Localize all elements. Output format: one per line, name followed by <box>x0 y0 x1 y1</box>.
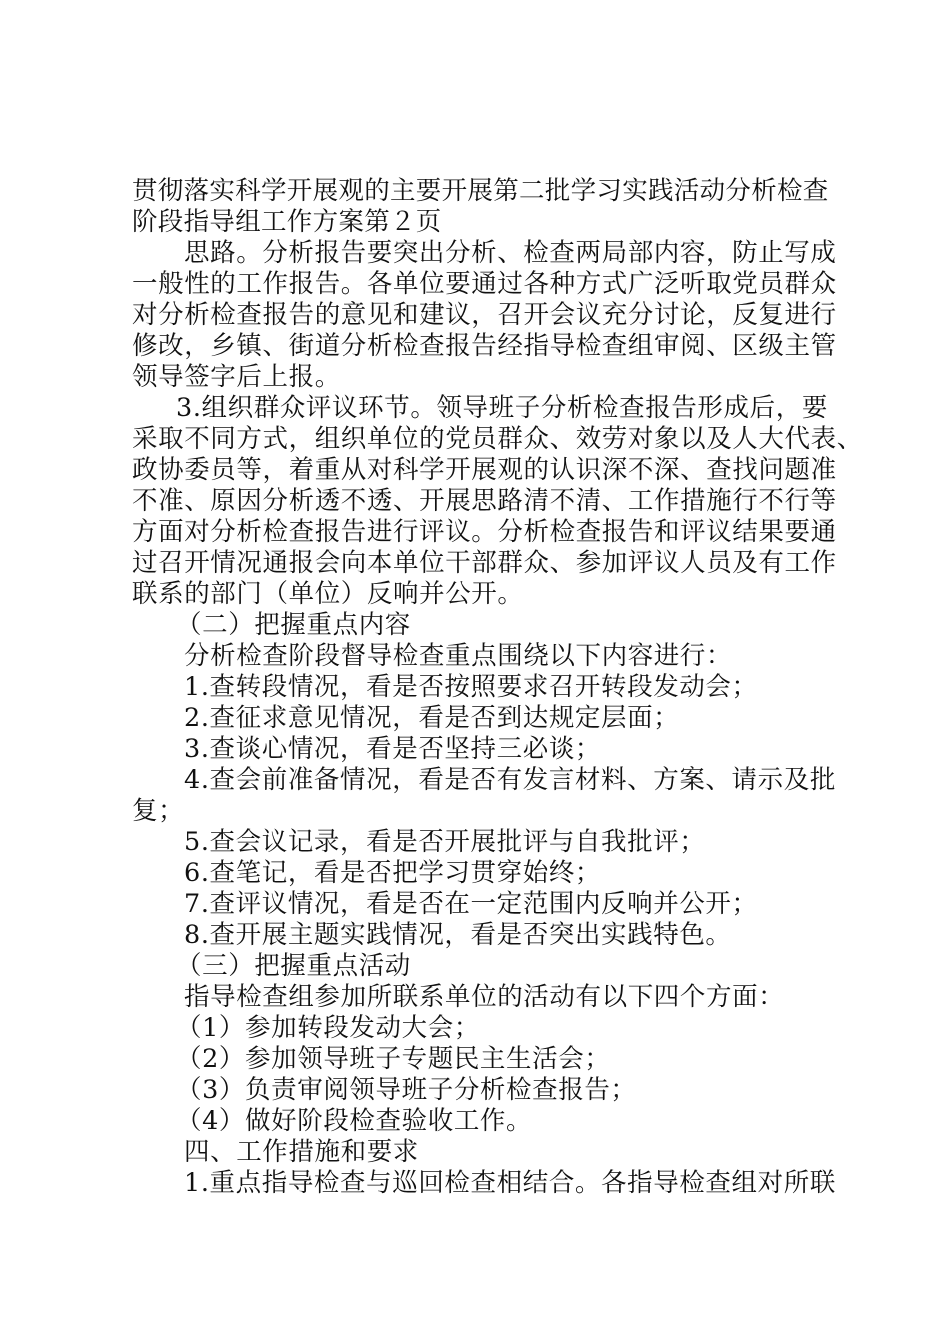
paragraph-1-line-3: 对分析检查报告的意见和建议，召开会议充分讨论，反复进行 <box>132 300 837 330</box>
paragraph-1-line-1: 思路。分析报告要突出分析、检查两局部内容，防止写成 <box>184 238 837 268</box>
section-4-heading: 四、工作措施和要求 <box>184 1137 419 1167</box>
section-2-item-2: 2.查征求意见情况，看是否到达规定层面； <box>184 703 680 733</box>
section-3-item-3: （3）负责审阅领导班子分析检查报告； <box>176 1075 637 1105</box>
paragraph-2-line-2: 采取不同方式，组织单位的党员群众、效劳对象以及人大代表、 <box>132 424 863 454</box>
paragraph-2-line-6: 过召开情况通报会向本单位干部群众、参加评议人员及有工作 <box>132 548 837 578</box>
section-2-item-3: 3.查谈心情况，看是否坚持三必谈； <box>184 734 602 764</box>
document-title-line-2: 阶段指导组工作方案第２页 <box>132 207 442 237</box>
section-3-item-1: （1）参加转段发动大会； <box>176 1013 480 1043</box>
paragraph-1-line-2: 一般性的工作报告。各单位要通过各种方式广泛听取党员群众 <box>132 269 837 299</box>
document-body <box>132 176 863 1199</box>
section-2-item-4: 4.查会前准备情况，看是否有发言材料、方案、请示及批 <box>184 765 836 795</box>
paragraph-2-line-1: 3.组织群众评议环节。领导班子分析检查报告形成后，要 <box>176 393 828 423</box>
section-3-intro: 指导检查组参加所联系单位的活动有以下四个方面： <box>184 982 785 1012</box>
section-3-item-2: （2）参加领导班子专题民主生活会； <box>176 1044 611 1074</box>
section-2-heading: （二）把握重点内容 <box>176 610 411 640</box>
document-title-line-1: 贯彻落实科学开展观的主要开展第二批学习实践活动分析检查 <box>132 176 829 206</box>
paragraph-1-line-5: 领导签字后上报。 <box>132 362 341 392</box>
section-3-item-4: （4）做好阶段检查验收工作。 <box>176 1106 533 1136</box>
paragraph-2-line-7: 联系的部门（单位）反响并公开。 <box>132 579 524 609</box>
section-4-line-1: 1.重点指导检查与巡回检查相结合。各指导检查组对所联 <box>184 1168 836 1198</box>
section-3-heading: （三）把握重点活动 <box>176 951 411 981</box>
paragraph-2-line-5: 方面对分析检查报告进行评议。分析检查报告和评议结果要通 <box>132 517 837 547</box>
paragraph-1-line-4: 修改，乡镇、街道分析检查报告经指导检查组审阅、区级主管 <box>132 331 837 361</box>
paragraph-2-line-4: 不准、原因分析透不透、开展思路清不清、工作措施行不行等 <box>132 486 837 516</box>
section-2-item-6: 6.查笔记，看是否把学习贯穿始终； <box>184 858 602 888</box>
section-2-item-5: 5.查会议记录，看是否开展批评与自我批评； <box>184 827 706 857</box>
section-2-item-4-continued: 复； <box>132 796 185 826</box>
section-2-item-8: 8.查开展主题实践情况，看是否突出实践特色。 <box>184 920 732 950</box>
section-2-intro: 分析检查阶段督导检查重点围绕以下内容进行： <box>184 641 733 671</box>
section-2-item-1: 1.查转段情况，看是否按照要求召开转段发动会； <box>184 672 758 702</box>
paragraph-2-line-3: 政协委员等，着重从对科学开展观的认识深不深、查找问题准 <box>132 455 837 485</box>
section-2-item-7: 7.查评议情况，看是否在一定范围内反响并公开； <box>184 889 758 919</box>
